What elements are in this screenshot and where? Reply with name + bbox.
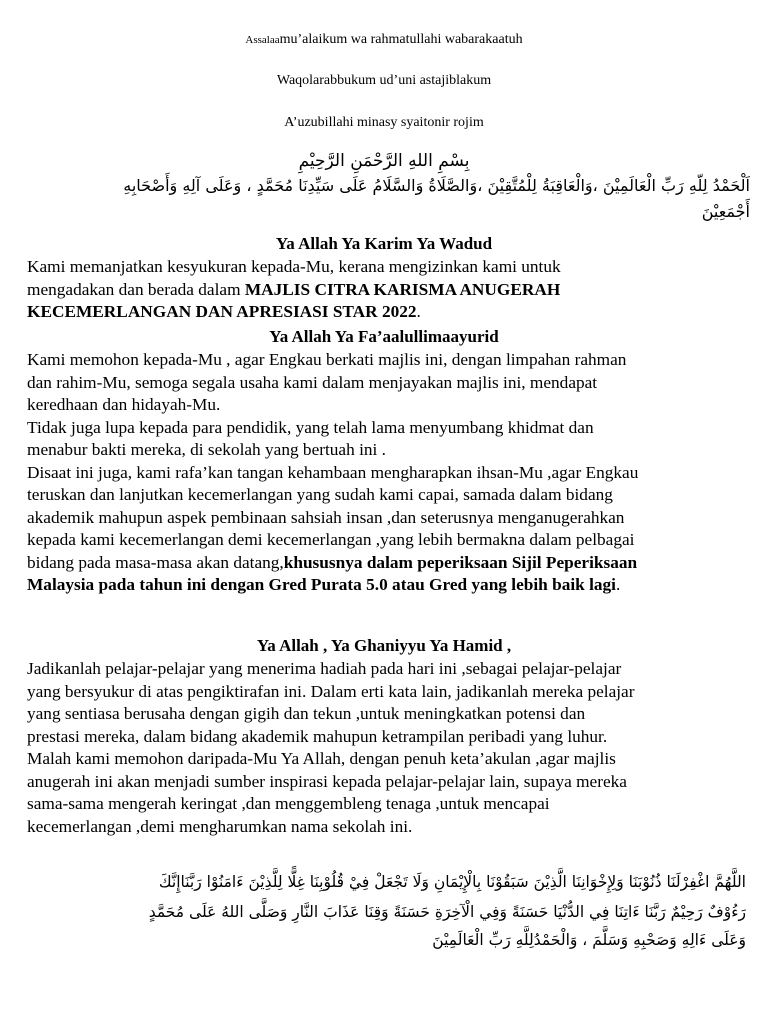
section-3-line: anugerah ini akan menjadi sumber inspirasi kepada pelajar-pelajar lain, supaya mereka bbox=[27, 771, 627, 791]
section-2-line bbox=[27, 552, 749, 575]
closing-arabic-line-1: اللَّهُمَّ اغْفِرْلَنَا ذُنُوْبَنَا وَلِإِخْوَانِنَا الَّذِيْنَ سَبَقُوْنَا بِالْإِيْمَانِ وَلَا تَجْعَلْ فِيْ قُلُوْبِنَا غِلًّا لِلَّذِيْنَ ءَامَنُوْا رَبَّنَاإِنَّكَ bbox=[158, 873, 746, 891]
section-3-line: kecemerlangan ,demi mengharumkan nama sekolah ini. bbox=[27, 816, 413, 836]
section-3-line: sama-sama mengerah keringat ,dan menggembleng tenaga ,untuk mencapai bbox=[27, 794, 550, 813]
section-2-line: teruskan dan lanjutkan kecemerlangan yang sudah kami capai, samada dalam bidang bbox=[27, 485, 613, 504]
section-2-line: dan rahim-Mu, semoga segala usaha kami dalam menjayakan majlis ini, mendapat bbox=[27, 372, 598, 392]
section-3-heading: Ya Allah , Ya Ghaniyyu Ya Hamid , bbox=[256, 636, 512, 655]
greeting-verse: Waqolarabbukum ud’uni astajiblakum bbox=[276, 73, 492, 88]
section-3-line: Malah kami memohon daripada-Mu Ya Allah, dengan penuh keta’akulan ,agar majlis bbox=[27, 749, 616, 768]
greeting-salam-prefix: Assalaa bbox=[245, 34, 280, 46]
section-2-heading: Ya Allah Ya Fa’aalullimaayurid bbox=[269, 327, 499, 346]
section-1-line bbox=[27, 279, 749, 302]
opening-arabic-line-1: اَلْحَمْدُ لِلّهِ رَبِّ الْعَالَمِيْنَ ،وَالْعَاقِبَةُ لِلْمُتَّقِيْنَ ،وَالصَّلَاةُ وَالسَّلَامُ عَلَى سَيِّدِنَا مُحَمَّدٍ ، وَعَلَى آلِهِ وَأَصْحَابِهِ bbox=[123, 176, 750, 195]
section-2-line: Tidak juga lupa kepada para pendidik, yang telah lama menyumbang khidmat dan bbox=[27, 417, 594, 437]
section-2-line: kepada kami kecemerlangan demi kecemerlangan ,yang lebih bermakna dalam pelbagai bbox=[27, 530, 635, 549]
section-3-line: yang bersyukur di atas pengiktirafan ini. Dalam erti kata lain, jadikanlah mereka pelajar bbox=[27, 681, 635, 701]
section-2-line: keredhaan dan hidayah-Mu. bbox=[27, 395, 221, 414]
section-2-line: menabur bakti mereka, di sekolah yang bertuah ini . bbox=[27, 440, 386, 459]
opening-arabic-line-2: أَجْمَعِيْنَ bbox=[701, 202, 750, 221]
section-3-line: prestasi mereka, dalam bidang akademik mahupun ketrampilan peribadi yang luhur. bbox=[27, 726, 608, 746]
section-3-line: Jadikanlah pelajar-pelajar yang menerima hadiah pada hari ini ,sebagai pelajar-pelajar bbox=[27, 659, 622, 678]
section-1-line: Kami memanjatkan kesyukuran kepada-Mu, kerana mengizinkan kami untuk bbox=[27, 257, 561, 276]
section-3-line: yang sentiasa berusaha dengan gigih dan tekun ,untuk meningkatkan potensi dan bbox=[27, 704, 586, 723]
greeting-taawwudh: A’uzubillahi minasy syaitonir rojim bbox=[284, 115, 484, 130]
exam-target-part-1: khususnya dalam peperiksaan Sijil Peperiksaan bbox=[283, 552, 638, 572]
section-1-period: . bbox=[416, 302, 421, 321]
section-2-text: bidang pada masa-masa akan datang, bbox=[27, 552, 284, 572]
closing-arabic-line-3: وَعَلَى ءَالِهِ وَصَحْبِهِ وَسَلَّمَ ، وَالْحَمْدُلِلَّهِ رَبِّ الْعَالَمِيْنَ bbox=[432, 931, 746, 949]
basmalah: بِسْمِ اللهِ الرَّحْمَنِ الرَّحِيْمِ bbox=[298, 151, 470, 171]
section-1-paragraph bbox=[27, 256, 749, 324]
section-2-paragraph bbox=[27, 349, 749, 597]
event-name-part-1: MAJLIS CITRA KARISMA ANUGERAH bbox=[244, 279, 561, 299]
section-2-period: . bbox=[615, 575, 621, 594]
greeting-salam-rest: mu’alaikum wa rahmatullahi wabarakaatuh bbox=[279, 32, 523, 47]
section-1-heading: Ya Allah Ya Karim Ya Wadud bbox=[275, 234, 493, 253]
section-1-text: mengadakan dan berada dalam bbox=[27, 279, 245, 299]
event-name-part-2: KECEMERLANGAN DAN APRESIASI STAR 2022 bbox=[27, 302, 417, 321]
greeting-salam bbox=[0, 31, 768, 49]
section-2-line bbox=[27, 574, 749, 597]
section-3-paragraph bbox=[27, 658, 749, 838]
exam-target-part-2: Malaysia pada tahun ini dengan Gred Purata 5.0 atau Gred yang lebih baik lagi bbox=[27, 575, 616, 594]
section-1-line bbox=[27, 301, 749, 324]
closing-arabic-line-2: رَءُوْفٌ رَحِيْمٌ رَبَّنَا ءَاتِنَا فِي الدُّنْيَا حَسَنَةً وَفِي الْآخِرَةِ حَسَنَةً وَقِنَا عَذَابَ النَّارِ وَصَلَّى اللهُ عَلَى مُحَمَّدٍ bbox=[148, 903, 746, 921]
section-2-line: Disaat ini juga, kami rafa’kan tangan kehambaan mengharapkan ihsan-Mu ,agar Engkau bbox=[27, 462, 639, 482]
section-2-line: akademik mahupun aspek pembinaan sahsiah insan ,dan seterusnya menganugerahkan bbox=[27, 507, 625, 527]
section-2-line: Kami memohon kepada-Mu , agar Engkau berkati majlis ini, dengan limpahan rahman bbox=[27, 350, 627, 369]
